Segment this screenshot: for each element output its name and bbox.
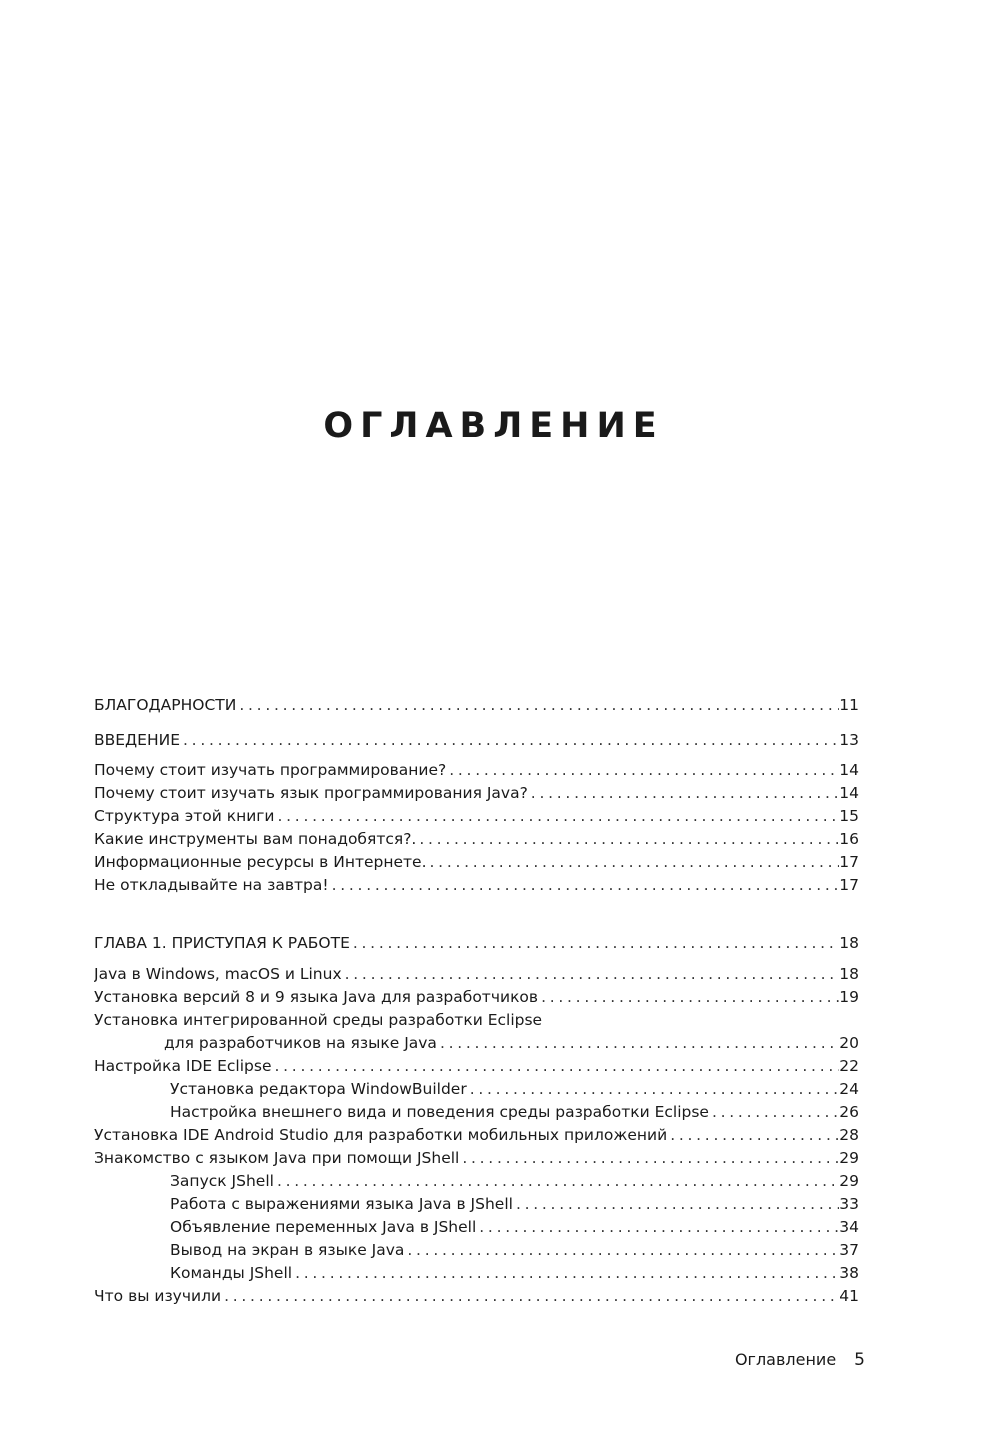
- dot-leader: [437, 1032, 839, 1055]
- toc-entry[interactable]: [94, 874, 859, 897]
- toc-entry-label: Информационные ресурсы в Интернете.: [94, 853, 427, 871]
- toc-entry[interactable]: [94, 782, 859, 805]
- dot-leader: [709, 1101, 839, 1124]
- dot-leader: [446, 759, 839, 782]
- toc-entry-label: Вывод на экран в языке Java: [170, 1241, 405, 1259]
- toc-entry-acknowledgements[interactable]: [94, 694, 859, 717]
- toc-entry-label: Почему стоит изучать язык программирования Java?: [94, 784, 528, 802]
- dot-leader: [180, 729, 839, 752]
- dot-leader: [528, 782, 839, 805]
- toc-entry-nested[interactable]: [170, 1101, 859, 1124]
- dot-leader: [427, 851, 840, 874]
- toc-entry-page: 38: [839, 1264, 859, 1282]
- toc-entry-label: Команды JShell: [170, 1264, 293, 1282]
- toc-entry-label: Объявление переменных Java в JShell: [170, 1218, 477, 1236]
- toc-entry-page: 17: [839, 853, 859, 871]
- toc-entry[interactable]: [94, 851, 859, 874]
- toc-entry-label: для разработчиков на языке Java: [164, 1034, 437, 1052]
- toc-entry-label: Почему стоит изучать программирование?: [94, 761, 447, 779]
- toc-entry-page: 16: [839, 830, 859, 848]
- dot-leader: [221, 1285, 839, 1308]
- toc-entry-page: 18: [839, 965, 859, 983]
- toc-entry-page: 29: [839, 1149, 859, 1167]
- dot-leader: [538, 986, 839, 1009]
- toc-entry-label: Какие инструменты вам понадобятся?.: [94, 830, 417, 848]
- toc-entry-page: 29: [839, 1172, 859, 1190]
- page-title: ОГЛАВЛЕНИЕ: [323, 406, 664, 446]
- dot-leader: [236, 694, 839, 717]
- toc-entry[interactable]: [94, 963, 859, 986]
- toc-entry[interactable]: [94, 759, 859, 782]
- toc-entry-page: 14: [839, 784, 859, 802]
- toc-entry-label: Запуск JShell: [170, 1172, 274, 1190]
- toc-entry-page: 24: [839, 1080, 859, 1098]
- toc-entry-page: 18: [839, 934, 859, 952]
- toc-entry-label: Установка редактора WindowBuilder: [170, 1080, 467, 1098]
- toc-entry-label: Не откладывайте на завтра!: [94, 876, 329, 894]
- page-footer: [735, 1348, 865, 1372]
- dot-leader: [292, 1262, 839, 1285]
- toc-entry-page: 19: [839, 988, 859, 1006]
- toc-entry-page: 13: [839, 731, 859, 749]
- toc-entry-page: 37: [839, 1241, 859, 1259]
- dot-leader: [350, 932, 839, 955]
- toc-entry-label: Структура этой книги: [94, 807, 275, 825]
- toc-entry-label: Установка IDE Android Studio для разработки мобильных приложений: [94, 1126, 668, 1144]
- toc-entry[interactable]: [94, 1285, 859, 1308]
- dot-leader: [476, 1216, 839, 1239]
- toc-entry-label: Java в Windows, macOS и Linux: [94, 965, 342, 983]
- toc-entry-label: Знакомство с языком Java при помощи JShell: [94, 1149, 460, 1167]
- toc-entry-nested[interactable]: [170, 1170, 859, 1193]
- dot-leader: [467, 1078, 840, 1101]
- toc-entry-page: 11: [839, 696, 859, 714]
- toc-entry-nested[interactable]: [170, 1239, 859, 1262]
- toc-entry[interactable]: [94, 828, 859, 851]
- running-head: Оглавление: [734, 1350, 837, 1369]
- toc-entry-page: 28: [839, 1126, 859, 1144]
- dot-leader: [275, 805, 840, 828]
- toc-entry[interactable]: [94, 1055, 859, 1078]
- toc-entry-page: 17: [839, 876, 859, 894]
- dot-leader: [404, 1239, 839, 1262]
- dot-leader: [274, 1170, 839, 1193]
- toc-entry-page: 34: [839, 1218, 859, 1236]
- toc-entry-page: 20: [839, 1034, 859, 1052]
- toc-entry-label: ГЛАВА 1. ПРИСТУПАЯ К РАБОТЕ: [94, 934, 350, 952]
- toc-entry-nested[interactable]: [170, 1262, 859, 1285]
- dot-leader: [416, 828, 839, 851]
- toc-entry-label: Настройка IDE Eclipse: [94, 1057, 272, 1075]
- toc-entry-page: 15: [839, 807, 859, 825]
- toc-entry-label: БЛАГОДАРНОСТИ: [94, 696, 237, 714]
- toc-entry-chapter-1[interactable]: [94, 932, 859, 955]
- toc-entry[interactable]: [164, 1032, 859, 1055]
- dot-leader: [459, 1147, 839, 1170]
- toc-entry-nested[interactable]: [170, 1078, 859, 1101]
- toc-entry-label: Настройка внешнего вида и поведения среды разработки Eclipse: [170, 1103, 709, 1121]
- toc-entry-page: 33: [839, 1195, 859, 1213]
- toc-entry[interactable]: [94, 986, 859, 1009]
- toc-entry-page: 22: [839, 1057, 859, 1075]
- dot-leader: [667, 1124, 839, 1147]
- toc-entry-page: 14: [839, 761, 859, 779]
- toc-entry[interactable]: [94, 1124, 859, 1147]
- toc-entry-label-first-line[interactable]: Установка интегрированной среды разработки Eclipse: [94, 1011, 543, 1029]
- dot-leader: [329, 874, 840, 897]
- dot-leader: [342, 963, 840, 986]
- toc-entry-nested[interactable]: [170, 1216, 859, 1239]
- toc-entry-label: Работа с выражениями языка Java в JShell: [170, 1195, 513, 1213]
- dot-leader: [513, 1193, 839, 1216]
- dot-leader: [272, 1055, 840, 1078]
- toc-entry-label: ВВЕДЕНИЕ: [94, 731, 181, 749]
- toc-entry-nested[interactable]: [170, 1193, 859, 1216]
- page-number: 5: [854, 1350, 865, 1370]
- toc-entry-label: Установка версий 8 и 9 языка Java для разработчиков: [94, 988, 539, 1006]
- toc-entry[interactable]: [94, 805, 859, 828]
- toc-entry-page: 41: [839, 1287, 859, 1305]
- toc-entry-label: Что вы изучили: [94, 1287, 222, 1305]
- toc-entry[interactable]: [94, 1147, 859, 1170]
- toc-entry-page: 26: [839, 1103, 859, 1121]
- toc-entry-introduction[interactable]: [94, 729, 859, 752]
